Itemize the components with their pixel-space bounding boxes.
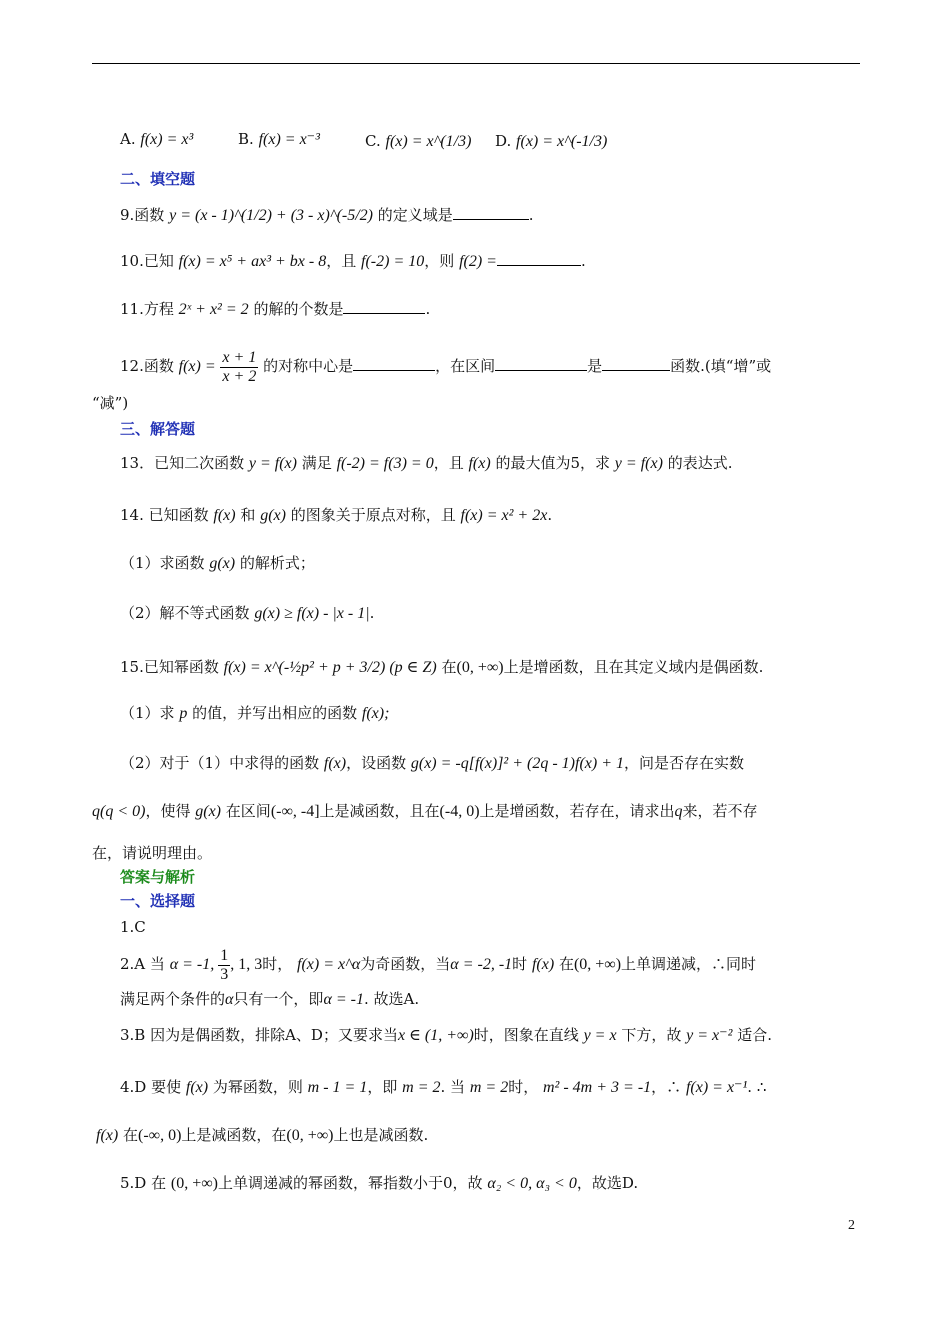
section-title-choice: 一、选择题 xyxy=(120,892,196,910)
q15-text-b: 在区间 xyxy=(225,802,271,820)
a3-expr-1: x ∈ (1, +∞) xyxy=(397,1027,474,1044)
a2-text-3: 时 xyxy=(512,955,528,973)
q13-expr-3: f(x) xyxy=(468,455,491,472)
q15-text-c: 上是减函数，且在 xyxy=(319,802,440,820)
q9-end: . xyxy=(528,206,534,224)
q13-text-3: 的最大值为5，求 xyxy=(495,454,611,472)
option-a-label: A. xyxy=(120,130,136,148)
q15-expr-1: f(x) = x^(-½p² + p + 3/2) (p ∈ Z) xyxy=(223,659,437,676)
q15-part-2-line-3: 在，请说明理由。 xyxy=(92,844,213,862)
a3-text-3: 适合. xyxy=(737,1026,772,1044)
a2-expr-f: f(x) = x^α xyxy=(297,956,361,973)
a4-expr-2: m - 1 = 1 xyxy=(307,1079,368,1096)
q14-part-2-text: （2）解不等式函数 xyxy=(120,604,250,622)
q15-expr-q: q xyxy=(674,803,683,820)
answer-1: 1.C xyxy=(120,918,146,936)
q12-lhs: f(x) = xyxy=(178,358,216,375)
q15-part-1 xyxy=(120,702,389,725)
q12-denominator: x + 2 xyxy=(222,367,257,385)
section-title-fill-in: 二、填空题 xyxy=(120,170,196,188)
q15-expr-interval-1: (-∞, -4] xyxy=(270,803,320,820)
q14-part-1 xyxy=(120,552,315,575)
answer-2-line-2 xyxy=(120,988,419,1011)
a4-line2-text-2: 上是减函数，在 xyxy=(181,1126,287,1144)
q15-part-2-mid: ，设函数 xyxy=(346,754,407,772)
q11-expr: 2ˣ + x² = 2 xyxy=(178,301,249,318)
a3-expr-3: y = x⁻² xyxy=(686,1027,733,1044)
option-c-expr: f(x) = x^(1/3) xyxy=(385,133,472,150)
q15-expr-g: g(x) xyxy=(195,803,222,820)
a4-line2-text-3: 上也是减函数. xyxy=(333,1126,429,1144)
a4-expr-1: f(x) xyxy=(185,1079,209,1096)
q15-text-2: 上是增函数，且在其定义域内是偶函数. xyxy=(503,658,764,676)
header-rule xyxy=(92,63,860,64)
q15-part-2-text: （2）对于（1）中求得的函数 xyxy=(120,754,320,772)
q14-part-2-expr: g(x) ≥ f(x) - |x - 1| xyxy=(254,605,370,622)
q15-text-e: 来，若不存 xyxy=(682,802,758,820)
q15-part-2-post: ，问是否存在实数 xyxy=(624,754,745,772)
section-title-solve: 三、解答题 xyxy=(120,420,196,438)
a2-line2-text-2: 只有一个，即 xyxy=(233,990,324,1008)
question-10 xyxy=(120,250,586,273)
a2-text-1: 时， xyxy=(262,955,293,973)
q15-part-1-expr-2: f(x); xyxy=(361,705,390,722)
a2-frac-num: 1 xyxy=(220,946,229,964)
a2-line2-expr: α = -1 xyxy=(323,991,364,1008)
option-a-expr: f(x) = x³ xyxy=(140,131,194,148)
question-15 xyxy=(120,656,763,679)
q15-expr-interval-2: (-4, 0) xyxy=(439,803,480,820)
q14-text-1: 和 xyxy=(240,506,256,524)
q10-text: ，且 xyxy=(326,252,357,270)
q11-end: . xyxy=(425,300,431,318)
q14-expr-2: g(x) xyxy=(260,507,286,524)
q15-expr-2: (0, +∞) xyxy=(456,659,504,676)
a5-expr-1: (0, +∞) xyxy=(170,1175,218,1192)
q12-text-1: 的对称中心是 xyxy=(263,357,354,375)
q8-options xyxy=(120,128,193,151)
q13-text-4: 的表达式. xyxy=(667,454,733,472)
q13-expr-2: f(-2) = f(3) = 0 xyxy=(336,455,434,472)
q12-numerator: x + 1 xyxy=(222,348,257,366)
a5-text-1: 上单调递减的幂函数，幂指数小于0，故 xyxy=(217,1174,483,1192)
q10-cond: f(-2) = 10 xyxy=(361,253,425,270)
q15-prefix: 15.已知幂函数 xyxy=(120,658,219,676)
a3-expr-2: y = x xyxy=(583,1027,617,1044)
a4-expr-3: m = 2 xyxy=(402,1079,441,1096)
a5-prefix: 5.D 在 xyxy=(120,1174,167,1192)
q15-part-1-expr-1: p xyxy=(179,705,188,722)
a4-prefix: 4.D 要使 xyxy=(120,1078,182,1096)
q8-option-b xyxy=(238,128,320,151)
a2-frac-den: 3 xyxy=(220,965,229,983)
q14-part-2-post: . xyxy=(369,604,375,622)
q14-expr-3: f(x) = x² + 2x xyxy=(460,507,548,524)
q13-prefix: 13．已知二次函数 xyxy=(120,454,245,472)
q12-prefix: 12.函数 xyxy=(120,357,174,375)
q15-part-1-text: （1）求 xyxy=(120,704,175,722)
q14-prefix: 14. 已知函数 xyxy=(120,506,209,524)
q12-blank-1[interactable] xyxy=(353,358,435,371)
q10-ask: f(2) = xyxy=(459,253,497,270)
q14-text-3: . xyxy=(547,506,553,524)
a4-line2-expr-3: (0, +∞) xyxy=(286,1127,334,1144)
q15-part-2-expr-1: f(x) xyxy=(323,755,347,772)
q9-text: 的定义域是 xyxy=(377,206,453,224)
answer-2 xyxy=(120,944,756,985)
q14-text-2: 的图象关于原点对称，且 xyxy=(290,506,456,524)
question-11 xyxy=(120,298,430,321)
q15-text-1: 在 xyxy=(441,658,457,676)
q13-text-1: 满足 xyxy=(301,454,332,472)
option-b-expr: f(x) = x⁻³ xyxy=(258,131,320,148)
page-number: 2 xyxy=(848,1218,855,1233)
option-d-expr: f(x) = x^(-1/3) xyxy=(516,133,608,150)
a4-expr-4: m = 2 xyxy=(469,1079,509,1096)
q12-text-2: ，在区间 xyxy=(435,357,496,375)
answers-title: 答案与解析 xyxy=(120,868,196,886)
a4-expr-6: f(x) = x⁻¹ xyxy=(685,1079,748,1096)
a4-line2-text-1: 在 xyxy=(122,1126,138,1144)
a2-expr-f-2: f(x) xyxy=(531,956,555,973)
q15-part-2 xyxy=(120,752,744,775)
a2-expr-interval: (0, +∞) xyxy=(573,956,622,973)
q15-part-1-mid: 的值，并写出相应的函数 xyxy=(192,704,358,722)
q15-part-2-line-2 xyxy=(92,800,758,823)
q13-text-2: ，且 xyxy=(433,454,464,472)
q12-text-4: 函数.(填“增”或 xyxy=(670,357,772,375)
a3-text-1: 时，图象在直线 xyxy=(473,1026,579,1044)
a4-line2-expr-2: (-∞, 0) xyxy=(138,1127,182,1144)
q14-part-1-expr: g(x) xyxy=(209,555,236,572)
q10-expr: f(x) = x⁵ + ax³ + bx - 8 xyxy=(178,253,327,270)
a4-text-2: ，即 xyxy=(367,1078,398,1096)
q12-text-3: 是 xyxy=(587,357,603,375)
question-13 xyxy=(120,452,732,475)
question-12 xyxy=(120,346,771,387)
q11-text: 的解的个数是 xyxy=(253,300,344,318)
answer-4-line-2 xyxy=(96,1124,428,1147)
a4-text-3: . 当 xyxy=(440,1078,466,1096)
a4-line2-expr-1: f(x) xyxy=(96,1127,119,1144)
q15-text-a: ，使得 xyxy=(145,802,191,820)
a2-line2-text-3: . 故选A. xyxy=(363,990,420,1008)
answer-3 xyxy=(120,1024,772,1047)
q13-expr-1: y = f(x) xyxy=(248,455,297,472)
a2-expr-alpha: α = -1, xyxy=(169,956,219,973)
q15-expr-q-cond: q(q < 0) xyxy=(92,803,146,820)
q14-part-1-text: （1）求函数 xyxy=(120,554,205,572)
q12-blank-3[interactable] xyxy=(602,358,670,371)
a5-text-2: ，故选D. xyxy=(576,1174,639,1192)
option-c-label: C. xyxy=(365,132,381,150)
q10-end: . xyxy=(580,252,586,270)
q12-blank-2[interactable] xyxy=(495,358,587,371)
a2-fraction xyxy=(218,947,230,984)
a4-expr-5: m² - 4m + 3 = -1 xyxy=(543,1079,652,1096)
q15-text-d: 上是增函数，若存在，请求出 xyxy=(479,802,675,820)
a4-text-6: . ∴ xyxy=(747,1078,767,1096)
a5-expr-2: α₂ < 0, α₃ < 0 xyxy=(487,1175,577,1192)
answer-5 xyxy=(120,1172,638,1195)
a2-text-2: 为奇函数，当 xyxy=(360,955,451,973)
a4-text-5: ，∴ xyxy=(651,1078,682,1096)
q11-blank[interactable] xyxy=(343,301,425,314)
a2-line2-text-1: 满足两个条件的 xyxy=(120,990,226,1008)
question-14 xyxy=(120,504,552,527)
q12-continuation: “减”) xyxy=(92,394,129,412)
q14-expr-1: f(x) xyxy=(213,507,236,524)
q9-blank[interactable] xyxy=(453,207,529,220)
a2-line2-alpha: α xyxy=(225,991,234,1008)
q8-option-c xyxy=(365,130,471,153)
q12-fraction xyxy=(220,349,258,386)
a2-prefix: 2.A 当 xyxy=(120,955,165,973)
a2-text-4: 在 xyxy=(558,955,574,973)
a2-text-5: 上单调递减，∴同时 xyxy=(621,955,757,973)
q15-part-2-expr-2: g(x) = -q[f(x)]² + (2q - 1)f(x) + 1 xyxy=(410,755,624,772)
q13-expr-4: y = f(x) xyxy=(614,455,663,472)
q10-blank[interactable] xyxy=(497,253,581,266)
a2-expr-alpha-2: α = -2, -1 xyxy=(450,956,513,973)
q9-expr: y = (x - 1)^(1/2) + (3 - x)^(-5/2) xyxy=(169,207,373,224)
q11-prefix: 11.方程 xyxy=(120,300,174,318)
q10-prefix: 10.已知 xyxy=(120,252,174,270)
a3-prefix: 3.B 因为是偶函数，排除A、D；又要求当 xyxy=(120,1026,398,1044)
answer-4 xyxy=(120,1076,766,1099)
a4-text-1: 为幂函数，则 xyxy=(212,1078,303,1096)
option-d-label: D. xyxy=(495,132,512,150)
q10-text-2: ，则 xyxy=(424,252,455,270)
a3-text-2: 下方，故 xyxy=(621,1026,682,1044)
q14-part-2 xyxy=(120,602,374,625)
q8-option-d xyxy=(495,130,607,153)
option-b-label: B. xyxy=(238,130,254,148)
question-9 xyxy=(120,204,534,227)
a4-text-4: 时， xyxy=(508,1078,539,1096)
a2-expr-alpha-rest: , 1, 3 xyxy=(230,956,263,973)
q14-part-1-post: 的解析式； xyxy=(239,554,315,572)
q9-prefix: 9.函数 xyxy=(120,206,165,224)
